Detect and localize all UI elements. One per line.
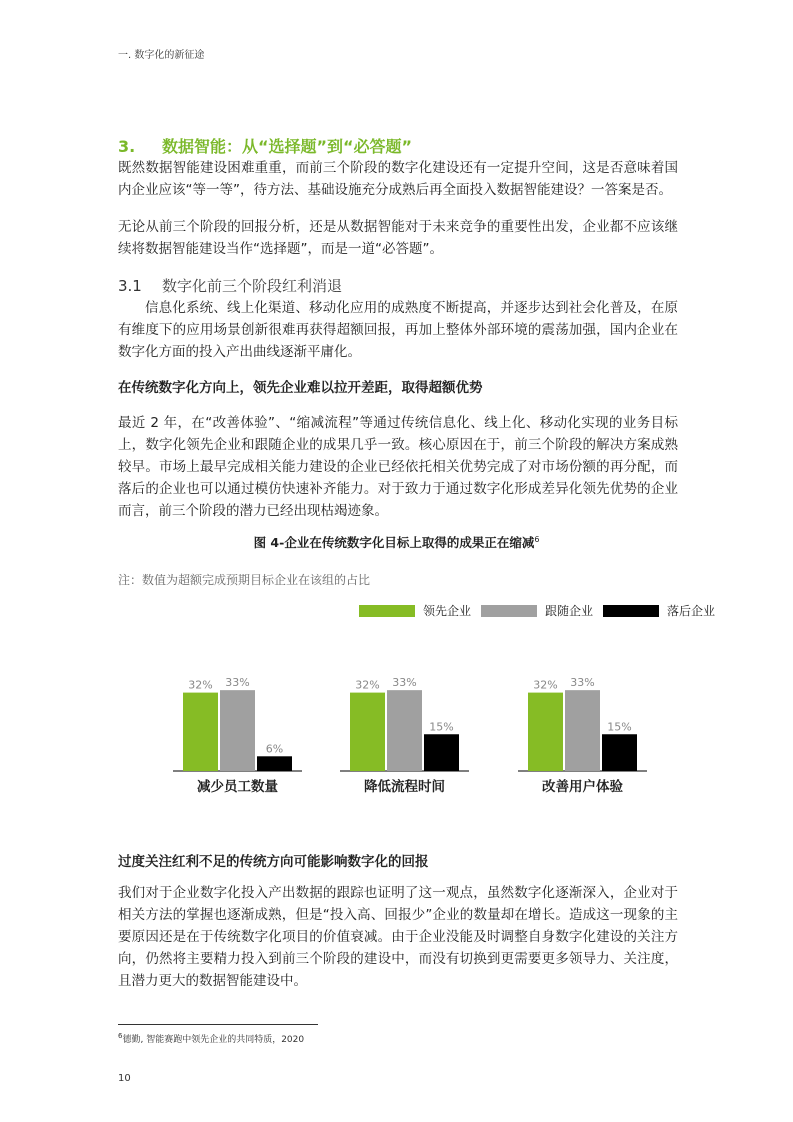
paragraph-2: 无论从前三个阶段的回报分析，还是从数据智能对于未来竞争的重要性出发，企业都不应该继续将数据智能建设当作“选择题”，而是一道“必答题”。 xyxy=(118,219,678,257)
footnote-text: 德勤, 智能赛跑中领先企业的共同特质，2020 xyxy=(122,1035,305,1045)
data-label: 32% xyxy=(355,678,380,692)
figure-title xyxy=(0,533,793,551)
category-label: 改善用户体验 xyxy=(542,779,623,795)
page-number: 10 xyxy=(118,1073,131,1084)
legend-swatch-leader xyxy=(359,605,415,617)
data-label: 33% xyxy=(392,676,417,690)
category-label: 降低流程时间 xyxy=(364,779,445,795)
chart-legend xyxy=(349,602,715,619)
section-number: 3. xyxy=(118,137,136,156)
footnote-ref: 6 xyxy=(118,1032,123,1040)
data-label: 15% xyxy=(429,720,454,734)
bar xyxy=(602,734,637,771)
legend-swatch-follower xyxy=(481,605,537,617)
subsection-title: 数字化前三个阶段红利消退 xyxy=(162,277,343,295)
category-label: 减少员工数量 xyxy=(197,779,278,795)
bar xyxy=(565,690,600,771)
bar xyxy=(183,693,218,771)
data-label: 15% xyxy=(607,720,632,734)
data-label: 33% xyxy=(225,676,250,690)
figure-note: 注：数值为超额完成预期目标企业在该组的占比 xyxy=(118,573,371,587)
figure-title-footnote-ref: 6 xyxy=(534,534,540,544)
paragraph-4: 最近 2 年，在“改善体验”、“缩减流程”等通过传统信息化、线上化、移动化实现的业务目标上，数字化领先企业和跟随企业的成果几乎一致。核心原因在于，前三个阶段的解决方案成熟较早。市场上最早完成相关能力建设的企业已经依托相关优势完成了对市场份额的再分配，而落后的企业也可以通过模仿快速补齐能力。对于致力于通过数字化形成差异化领先优势的企业而言，前三个阶段的潜力已经出现枯竭迹象。 xyxy=(118,415,678,519)
bar xyxy=(528,693,563,771)
legend-item-laggard xyxy=(603,602,715,619)
subsection-number: 3.1 xyxy=(118,277,142,295)
bar xyxy=(387,690,422,771)
subsection-heading xyxy=(118,275,342,296)
paragraph-3: 信息化系统、线上化渠道、移动化应用的成熟度不断提高，并逐步达到社会化普及，在原有维度下的应用场景创新很难再获得超额回报，再加上整体外部环境的震荡加强，国内企业在数字化方面的投入产出曲线逐渐平庸化。 xyxy=(118,300,678,360)
data-label: 33% xyxy=(570,676,595,690)
footnote-divider xyxy=(118,1024,318,1025)
legend-label-follower: 跟随企业 xyxy=(544,604,593,618)
legend-item-follower xyxy=(481,602,593,619)
section-title: 数据智能：从“选择题”到“必答题” xyxy=(162,137,413,156)
bold-statement-2: 过度关注红利不足的传统方向可能影响数字化的回报 xyxy=(118,854,429,870)
bar xyxy=(257,756,292,771)
bar xyxy=(220,690,255,771)
legend-swatch-laggard xyxy=(603,605,659,617)
legend-label-laggard: 落后企业 xyxy=(666,604,715,618)
bar-chart xyxy=(150,640,670,815)
legend-label-leader: 领先企业 xyxy=(422,604,471,618)
paragraph-5: 我们对于企业数字化投入产出数据的跟踪也证明了这一观点，虽然数字化逐渐深入，企业对于相关方法的掌握也逐渐成熟，但是“投入高、回报少”企业的数量却在增长。造成这一现象的主要原因还是在于传统数字化项目的价值衰减。由于企业没能及时调整自身数字化建设的关注方向，仍然将主要精力投入到前三个阶段的建设中，而没有切换到更需要更多领导力、关注度，且潜力更大的数据智能建设中。 xyxy=(118,885,678,989)
data-label: 6% xyxy=(265,742,284,756)
legend-item-leader xyxy=(359,602,471,619)
data-label: 32% xyxy=(188,678,213,692)
footnote xyxy=(118,1032,304,1045)
running-header: 一. 数字化的新征途 xyxy=(118,50,205,61)
bold-statement-1: 在传统数字化方向上，领先企业难以拉开差距，取得超额优势 xyxy=(118,380,483,396)
section-heading xyxy=(118,134,412,157)
data-label: 32% xyxy=(533,678,558,692)
bar xyxy=(424,734,459,771)
bar xyxy=(350,693,385,771)
figure-title-text: 图 4-企业在传统数字化目标上取得的成果正在缩减 xyxy=(253,535,535,550)
paragraph-1: 既然数据智能建设困难重重，而前三个阶段的数字化建设还有一定提升空间，这是否意味着国内企业应该“等一等”，待方法、基础设施充分成熟后再全面投入数据智能建设？一答案是否。 xyxy=(118,160,678,198)
